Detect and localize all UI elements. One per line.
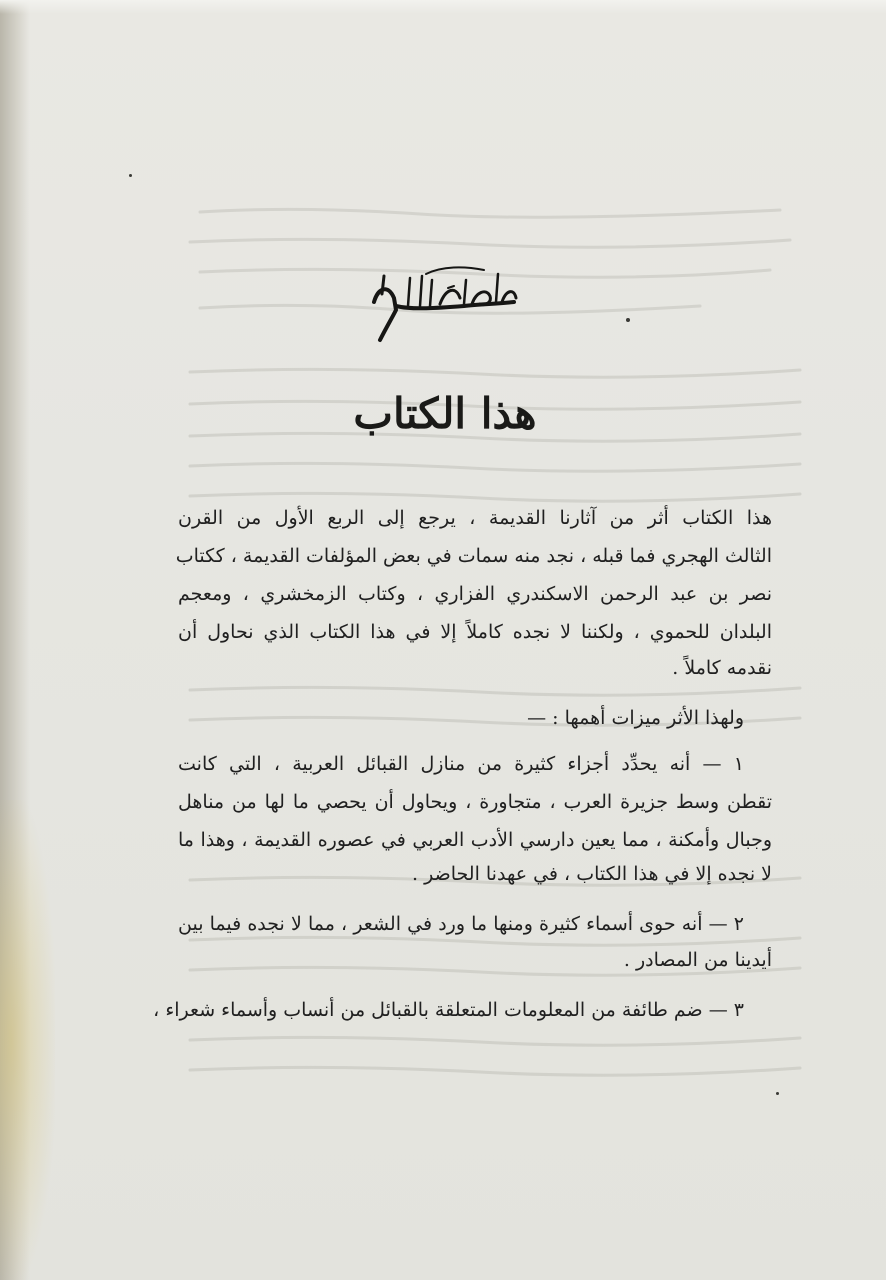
- paragraph-2-line-1: ولهذا الأثر ميزات أهمها : —: [527, 707, 744, 729]
- item-3-line-1: ٣ — ضم طائفة من المعلومات المتعلقة بالقبائل من أنساب وأسماء شعراء ،: [153, 999, 744, 1021]
- item-1-line-4: لا نجده إلا في هذا الكتاب ، في عهدنا الحاضر .: [412, 863, 772, 885]
- item-1-line-3: وجبال وأمكنة ، مما يعين دارسي الأدب العربي في عصوره القديمة ، وهذا ما: [178, 829, 772, 851]
- bismillah-dot: [626, 318, 630, 322]
- paragraph-1-line-3: نصر بن عبد الرحمن الاسكندري الفزاري ، وكتاب الزمخشري ، ومعجم: [178, 583, 772, 605]
- item-1-line-1: ١ — أنه يحدِّد أجزاء كثيرة من منازل القبائل العربية ، التي كانت: [178, 753, 744, 775]
- bismillah-calligraphy: [368, 258, 520, 344]
- paragraph-1-line-1: هذا الكتاب أثر من آثارنا القديمة ، يرجع إلى الربع الأول من القرن: [178, 507, 772, 529]
- item-2-line-2: أيدينا من المصادر .: [623, 949, 772, 971]
- paper-speck: [129, 174, 132, 177]
- item-2-line-1: ٢ — أنه حوى أسماء كثيرة ومنها ما ورد في الشعر ، مما لا نجده فيما بين: [178, 913, 744, 935]
- paragraph-1-line-5: نقدمه كاملاً .: [672, 657, 772, 679]
- page-title: هذا الكتاب: [353, 389, 537, 438]
- paragraph-1-line-4: البلدان للحموي ، ولكننا لا نجده كاملاً إلا في هذا الكتاب الذي نحاول أن: [178, 621, 772, 643]
- paragraph-1-line-2: الثالث الهجري فما قبله ، نجد منه سمات في بعض المؤلفات القديمة ، ككتاب: [175, 545, 772, 567]
- item-1-line-2: تقطن وسط جزيرة العرب ، متجاورة ، ويحاول أن يحصي ما لها من مناهل: [178, 791, 772, 813]
- paper-speck: [776, 1092, 779, 1095]
